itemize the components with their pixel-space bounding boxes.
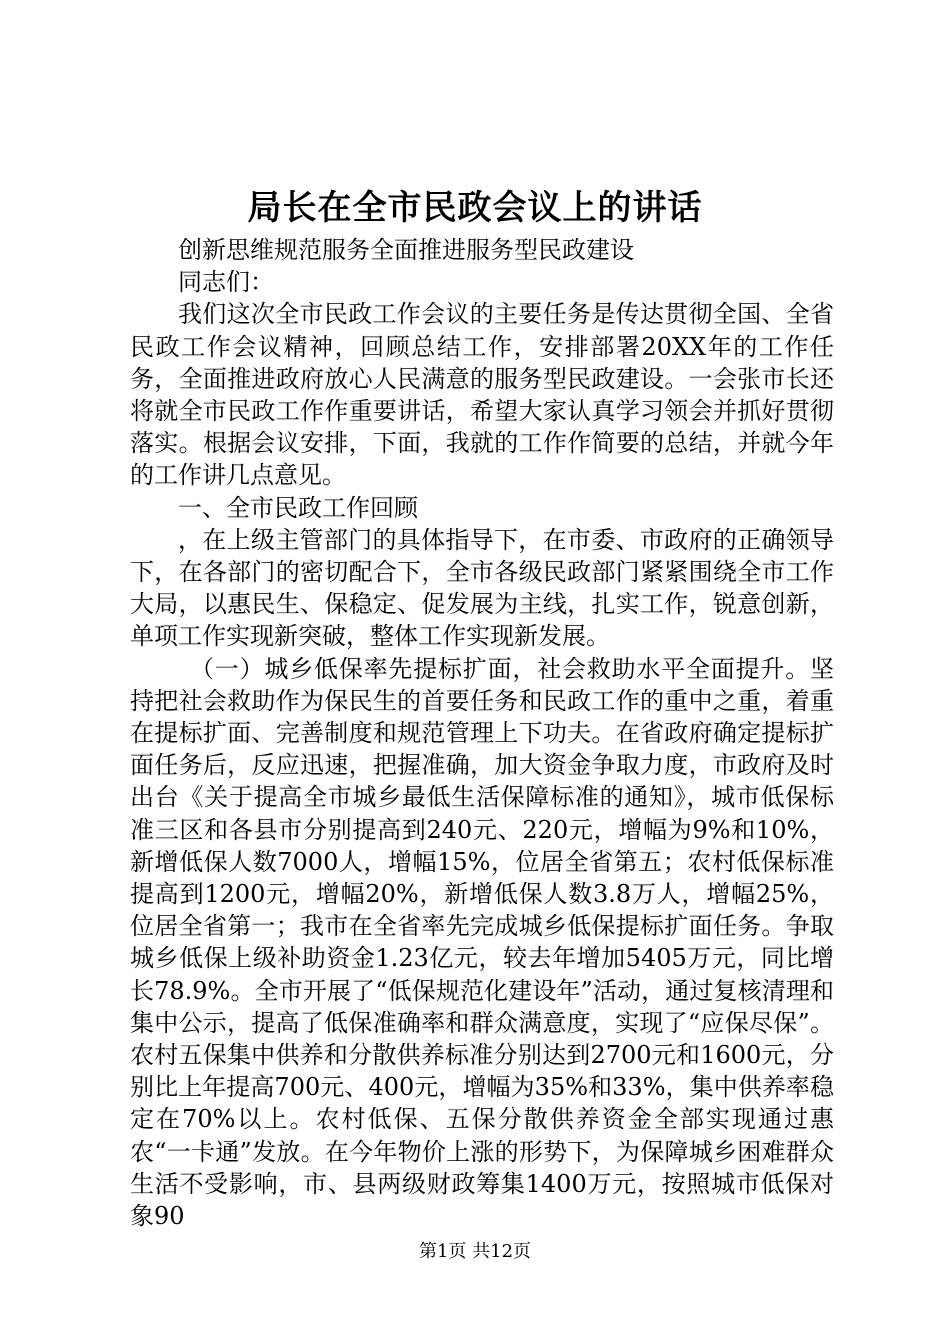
paragraph-item-1: （一）城乡低保率先提标扩面，社会救助水平全面提升。坚持把社会救助作为保民生的首要任务和民政工作的重中之重，着重在提标扩面、完善制度和规范管理上下功夫。在省政府确定提标扩面任务后，反应迅速，把握准确，加大资金争取力度，市政府及时出台《关于提高全市城乡最低生活保障标准的通知》，城市低保标准三区和各县市分别提高到240元、220元，增幅为9%和10%，新增低保人数7000人，增幅15%，位居全省第五；农村低保标准提高到1200元，增幅20%，新增低保人数3.8万人，增幅25%，位居全省第一；我市在全省率先完成城乡低保提标扩面任务。争取城乡低保上级补助资金1.23亿元，较去年增加5405万元，同比增长78.9%。全市开展了“低保规范化建设年”活动，通过复核清理和集中公示，提高了低保准确率和群众满意度，实现了“应保尽保”。农村五保集中供养和分散供养标准分别达到2700元和1600元，分别比上年提高700元、400元，增幅为35%和33%，集中供养率稳定在70%以上。农村低保、五保分散供养资金全部实现通过惠农“一卡通”发放。在今年物价上涨的形势下，为保障城乡困难群众生活不受影响，市、县两级财政筹集1400万元，按照城市低保对象90 <box>130 654 834 1231</box>
document-body <box>130 234 834 1232</box>
document-title: 局长在全市民政会议上的讲话 <box>247 188 703 228</box>
paragraph-section-intro: ，在上级主管部门的具体指导下，在市委、市政府的正确领导下，在各部门的密切配合下，全市各级民政部门紧紧围绕全市工作大局，以惠民生、保稳定、促发展为主线，扎实工作，锐意创新，单项工作实现新突破，整体工作实现新发展。 <box>130 525 834 651</box>
page-footer: 第1页 共12页 <box>418 1241 532 1262</box>
salutation: 同志们： <box>178 268 274 297</box>
paragraph-intro: 我们这次全市民政工作会议的主要任务是传达贯彻全国、全省民政工作会议精神，回顾总结工作，安排部署20XX年的工作任务，全面推进政府放心人民满意的服务型民政建设。一会张市长还将就全市民政工作作重要讲话，希望大家认真学习领会并抓好贯彻落实。根据会议安排，下面，我就的工作作简要的总结，并就今年的工作讲几点意见。 <box>130 300 834 490</box>
subtitle: 创新思维规范服务全面推进服务型民政建设 <box>178 236 634 264</box>
section-heading: 一、全市民政工作回顾 <box>178 493 418 522</box>
